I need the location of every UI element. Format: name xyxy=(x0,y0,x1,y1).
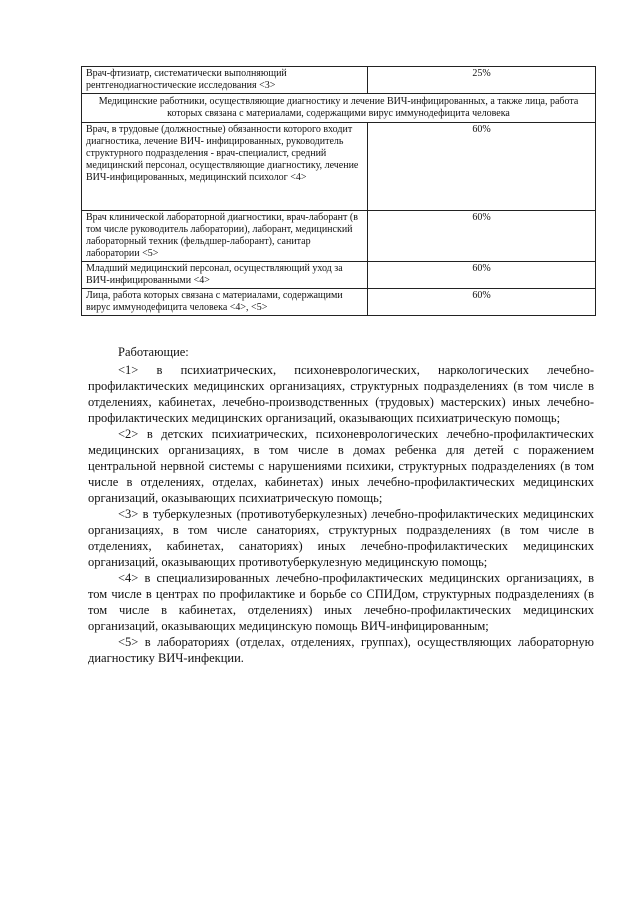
table-row xyxy=(82,289,596,316)
position-cell: Младший медицинский персонал, осуществляющий уход за ВИЧ-инфицированными <4> xyxy=(82,262,368,289)
percentage-cell: 60% xyxy=(368,123,596,211)
footnote-1: <1> в психиатрических, психоневрологических, наркологических лечебно-профилактических медицинских организациях, структурных подразделениях (в том числе в отделениях, кабинетах, лечебно-производственных (трудовых) мастерских) иных лечебно-профилактических медицинских организаций, оказывающих психиатрическую помощь; xyxy=(88,363,594,425)
footnote-3: <3> в туберкулезных (противотуберкулезных) лечебно-профилактических медицинских организациях, в том числе санаториях, структурных подразделениях (в том числе в отделениях, кабинетах, санаториях) иных лечебно-профилактических медицинских организаций, оказывающих противотуберкулезную медицинскую помощь; xyxy=(88,507,594,569)
position-cell: Врач клинической лабораторной диагностики, врач-лаборант (в том числе руководитель лаборатории), лаборант, медицинский лабораторный техник (фельдшер-лаборант), санитар лаборатории <5> xyxy=(82,211,368,262)
footnote-2: <2> в детских психиатрических, психоневрологических лечебно-профилактических медицинских организациях, в том числе в домах ребенка для детей с поражением центральной нервной системы с нарушениями психики, структурных подразделениях (в том числе в отделениях, отделах, кабинетах) иных лечебно-профилактических медицинских организаций, оказывающих психиатрическую помощь; xyxy=(88,427,594,505)
footnotes-title: Работающие: xyxy=(118,345,189,359)
percentage-cell: 60% xyxy=(368,289,596,316)
position-cell: Врач-фтизиатр, систематически выполняющий рентгенодиагностические исследования <3> xyxy=(82,67,368,94)
section-heading: Медицинские работники, осуществляющие диагностику и лечение ВИЧ-инфицированных, а также лица, работа которых связана с материалами, содержащими вирус иммунодефицита человека xyxy=(82,94,596,123)
percentage-cell: 60% xyxy=(368,211,596,262)
position-cell: Лица, работа которых связана с материалами, содержащими вирус иммунодефицита человека <4>, <5> xyxy=(82,289,368,316)
table-row xyxy=(82,211,596,262)
table-row xyxy=(82,262,596,289)
percentage-cell: 60% xyxy=(368,262,596,289)
allowance-table xyxy=(81,66,596,316)
position-cell: Врач, в трудовые (должностные) обязанности которого входит диагностика, лечение ВИЧ- инфицированных, руководитель структурного подразделения - врач-специалист, средний медицинский персонал, осуществляющие диагностику, лечение ВИЧ-инфицированных, медицинский психолог <4> xyxy=(82,123,368,211)
table-row xyxy=(82,123,596,211)
footnote-5: <5> в лабораториях (отделах, отделениях, группах), осуществляющих лабораторную диагностику ВИЧ-инфекции. xyxy=(88,635,594,665)
footnotes xyxy=(88,344,594,666)
table-row xyxy=(82,67,596,94)
section-row xyxy=(82,94,596,123)
footnote-4: <4> в специализированных лечебно-профилактических медицинских организациях, в том числе в центрах по профилактике и борьбе со СПИДом, структурных подразделениях (в том числе в кабинетах, отделениях) иных лечебно-профилактических медицинских организаций, оказывающих медицинскую помощь ВИЧ-инфицированным; xyxy=(88,571,594,633)
percentage-cell: 25% xyxy=(368,67,596,94)
